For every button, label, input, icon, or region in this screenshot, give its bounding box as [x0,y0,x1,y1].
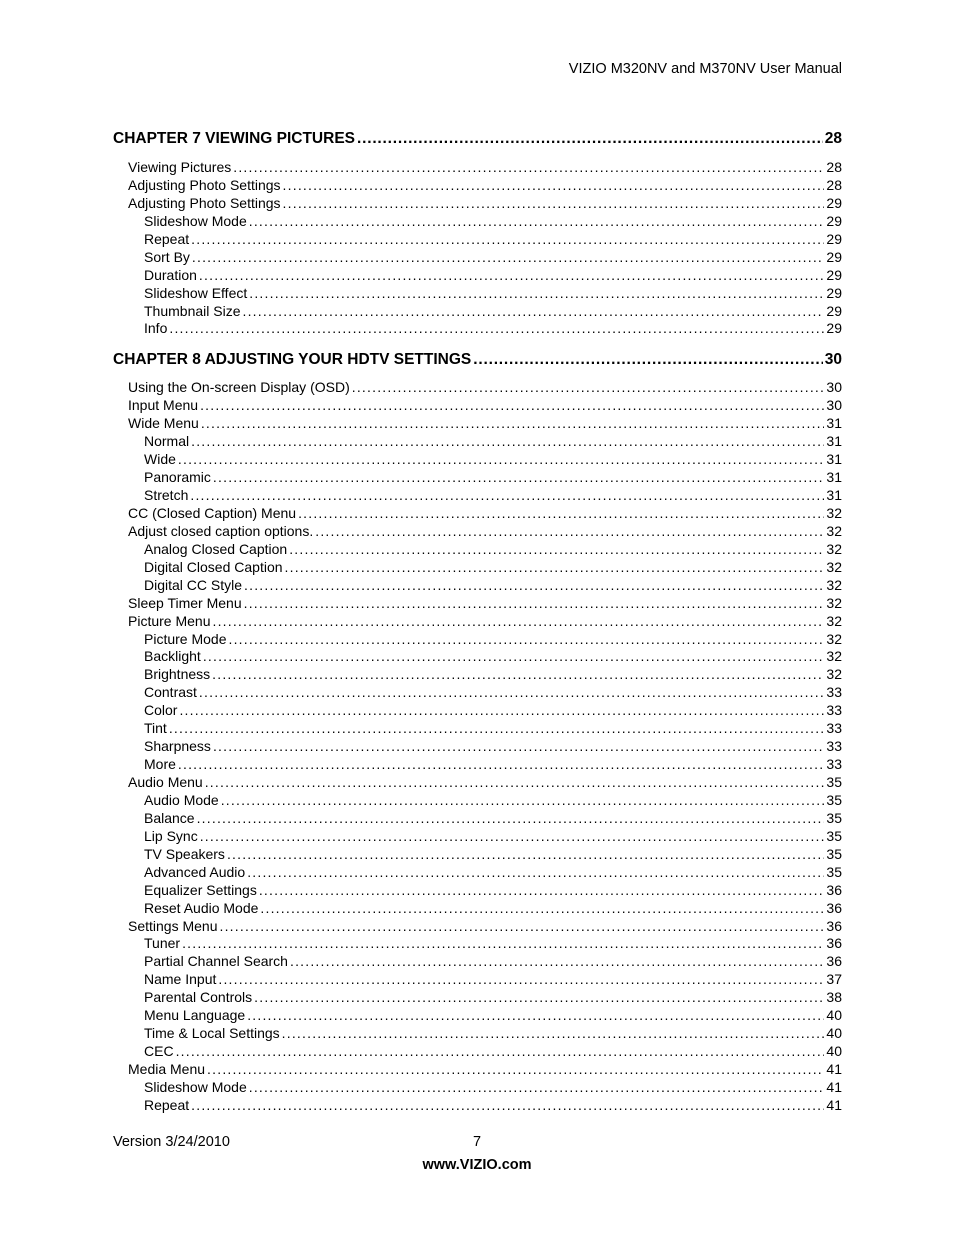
dot-leader [218,971,824,989]
toc-entry-page-number: 29 [826,284,842,301]
dot-leader [178,451,825,469]
toc-entry[interactable] [113,249,842,267]
footer-version: Version 3/24/2010 [113,1134,230,1150]
toc-entry[interactable] [113,303,842,321]
toc-entry[interactable] [113,451,842,469]
toc-entry-title: Tuner [144,935,181,952]
toc-entry-title: Viewing Pictures [128,159,232,175]
dot-leader [254,989,824,1007]
toc-entry[interactable] [113,953,842,971]
dot-leader [259,882,825,900]
toc-entry-title: Sharpness [144,738,211,755]
toc-entry[interactable] [113,379,842,397]
toc-entry-page-number: 33 [826,720,842,737]
toc-entry-page-number: 38 [826,989,842,1006]
toc-entry-title: Digital CC Style [144,576,243,593]
toc-entry[interactable] [113,415,842,433]
dot-leader [249,213,825,231]
toc-entry-page-number: 32 [826,540,842,557]
toc-entry-title: TV Speakers [144,845,225,862]
toc-entry[interactable] [113,792,842,810]
toc-entry-title: Lip Sync [144,827,198,844]
toc-entry-title: Analog Closed Caption [144,540,288,557]
toc-entry-page-number: 32 [826,522,842,539]
toc-entry[interactable] [113,231,842,249]
toc-entry-title: Digital Closed Caption [144,558,283,575]
toc-entry-title: CEC [144,1043,174,1060]
toc-entry-title: Media Menu [128,1061,206,1077]
toc-entry[interactable] [113,559,842,577]
toc-entry[interactable] [113,666,842,684]
dot-leader [199,684,825,702]
toc-entry-title: Using the On-screen Display (OSD) [128,379,350,396]
toc-entry-page-number: 31 [826,415,842,432]
dot-leader [473,351,822,369]
toc-entry-page-number: 32 [826,558,842,575]
dot-leader [197,810,825,828]
toc-entry-page-number: 33 [826,684,842,701]
dot-leader [200,828,825,846]
toc-entry-page-number: 35 [826,774,842,790]
dot-leader [176,1043,825,1061]
toc-entry-title: Panoramic [144,469,211,486]
toc-entry-page-number: 37 [826,971,842,988]
dot-leader [212,613,824,631]
toc-entry-title: Advanced Audio [144,863,246,880]
toc-entry[interactable] [113,1025,842,1043]
toc-entry[interactable] [113,469,842,487]
toc-entry-title: Wide Menu [128,415,199,432]
toc-entry-title: Time & Local Settings [144,1025,280,1042]
toc-entry-page-number: 35 [826,827,842,844]
dot-leader [191,231,824,249]
toc-entry[interactable] [113,285,842,303]
footer-page-number: 7 [472,1134,482,1150]
toc-entry-page-number: 41 [826,1078,842,1095]
toc-entry-page-number: 40 [826,1007,842,1024]
toc-entry-title: Sleep Timer Menu [128,594,242,611]
toc-entry-page-number: 30 [826,397,842,414]
toc-entry-page-number: 31 [826,487,842,503]
toc-entry[interactable] [113,774,842,792]
toc-entry[interactable] [113,918,842,936]
toc-entry[interactable] [113,900,842,918]
toc-entry[interactable] [113,1043,842,1061]
toc-entry-title: Slideshow Effect [144,284,248,301]
toc-entry-title: Audio Menu [128,774,203,790]
toc-entry[interactable] [113,846,842,864]
dot-leader [357,130,823,148]
chapter-heading[interactable] [113,351,842,373]
toc-entry-page-number: 29 [826,194,842,211]
dot-leader [247,1007,824,1025]
dot-leader [203,648,825,666]
dot-leader [290,953,824,971]
dot-leader [213,469,825,487]
chapter-heading[interactable] [113,130,842,152]
toc-entry-page-number: 32 [826,576,842,593]
chapter-title: CHAPTER 7 VIEWING PICTURES [113,130,355,147]
dot-leader [249,1079,825,1097]
toc-entry-title: Contrast [144,684,197,701]
toc-entry[interactable] [113,648,842,666]
table-of-contents [113,130,842,1115]
toc-entry-title: Wide [144,451,176,468]
toc-entry-page-number: 41 [826,1096,842,1113]
toc-entry[interactable] [113,433,842,451]
toc-entry-page-number: 35 [826,809,842,826]
toc-entry[interactable] [113,577,842,595]
dot-leader [179,702,824,720]
toc-entry-page-number: 36 [826,881,842,898]
dot-leader [243,303,825,321]
dot-leader [205,774,825,792]
toc-entry-page-number: 29 [826,320,842,337]
dot-leader [289,541,824,559]
toc-entry[interactable] [113,971,842,989]
toc-entry-page-number: 29 [826,230,842,247]
toc-entry-page-number: 36 [826,953,842,970]
toc-entry[interactable] [113,828,842,846]
dot-leader [233,159,824,177]
toc-entry-title: Picture Mode [144,630,227,647]
dot-leader [212,666,824,684]
toc-entry[interactable] [113,267,842,285]
toc-entry-page-number: 29 [826,266,842,283]
toc-entry-title: Input Menu [128,397,199,414]
toc-entry[interactable] [113,738,842,756]
dot-leader [221,792,825,810]
toc-entry[interactable] [113,523,842,541]
dot-leader [199,267,825,285]
toc-entry[interactable] [113,613,842,631]
dot-leader [178,756,825,774]
toc-entry[interactable] [113,720,842,738]
toc-entry-page-number: 28 [826,176,842,193]
toc-entry-page-number: 36 [826,917,842,934]
dot-leader [260,900,824,918]
toc-entry[interactable] [113,213,842,231]
toc-entry-page-number: 28 [826,159,842,175]
toc-entry-page-number: 36 [826,899,842,916]
toc-entry-page-number: 32 [826,648,842,665]
dot-leader [315,523,824,541]
toc-entry-page-number: 32 [826,504,842,521]
dot-leader [352,379,825,397]
toc-entry[interactable] [113,159,842,177]
toc-entry[interactable] [113,631,842,649]
toc-entry[interactable] [113,487,842,505]
toc-entry-page-number: 29 [826,248,842,265]
toc-entry-title: Audio Mode [144,791,219,808]
toc-entry-page-number: 32 [826,594,842,611]
dot-leader [200,397,824,415]
chapter-page-number: 30 [824,351,842,369]
footer-website: www.VIZIO.com [422,1157,532,1173]
toc-entry[interactable] [113,505,842,523]
toc-entry-title: Repeat [144,1096,190,1113]
page-header-title: VIZIO M320NV and M370NV User Manual [568,61,842,77]
toc-entry-page-number: 32 [826,666,842,683]
toc-entry-page-number: 36 [826,935,842,952]
toc-entry-title: Repeat [144,230,190,247]
toc-entry-page-number: 33 [826,702,842,719]
toc-entry-title: Brightness [144,666,211,683]
dot-leader [283,195,825,213]
toc-entry-page-number: 41 [826,1061,842,1077]
toc-entry-page-number: 29 [826,302,842,319]
toc-entry[interactable] [113,177,842,195]
toc-entry[interactable] [113,1079,842,1097]
toc-entry[interactable] [113,1061,842,1079]
dot-leader [285,559,825,577]
dot-leader [190,487,824,505]
toc-entry-title: Partial Channel Search [144,953,288,970]
toc-entry-title: CC (Closed Caption) Menu [128,504,297,521]
dot-leader [283,177,825,195]
dot-leader [213,738,824,756]
toc-entry[interactable] [113,684,842,702]
toc-entry[interactable] [113,397,842,415]
toc-entry-page-number: 32 [826,630,842,647]
toc-entry-page-number: 31 [826,433,842,450]
toc-entry-page-number: 33 [826,756,842,773]
dot-leader [169,320,824,338]
dot-leader [247,864,824,882]
toc-entry-title: Duration [144,266,197,283]
dot-leader [227,846,824,864]
toc-entry-page-number: 35 [826,863,842,880]
toc-entry-title: Backlight [144,648,201,665]
toc-entry-title: Sort By [144,248,190,265]
toc-entry[interactable] [113,756,842,774]
dot-leader [169,720,825,738]
toc-entry-title: Thumbnail Size [144,302,241,319]
toc-entry[interactable] [113,541,842,559]
toc-entry-page-number: 40 [826,1025,842,1042]
toc-entry[interactable] [113,1007,842,1025]
toc-entry-page-number: 31 [826,469,842,486]
toc-entry-title: Equalizer Settings [144,881,257,898]
toc-entry[interactable] [113,810,842,828]
toc-entry-title: Name Input [144,971,217,988]
dot-leader [192,249,825,267]
toc-entry-title: Normal [144,433,190,450]
toc-entry-title: Adjust closed caption options. [128,522,314,539]
dot-leader [182,935,824,953]
toc-entry[interactable] [113,320,842,338]
toc-entry-page-number: 40 [826,1043,842,1060]
toc-entry-page-number: 32 [826,612,842,629]
toc-entry-title: Color [144,702,178,719]
dot-leader [249,285,824,303]
dot-leader [298,505,824,523]
toc-entry-title: Menu Language [144,1007,246,1024]
dot-leader [207,1061,824,1079]
toc-entry-page-number: 35 [826,791,842,808]
toc-entry[interactable] [113,702,842,720]
toc-entry-title: Info [144,320,168,337]
toc-entry[interactable] [113,989,842,1007]
toc-entry-title: Slideshow Mode [144,212,247,229]
dot-leader [191,433,824,451]
toc-entry-title: Stretch [144,487,189,503]
dot-leader [244,577,824,595]
toc-entry[interactable] [113,1097,842,1115]
toc-entry[interactable] [113,864,842,882]
toc-entry-title: More [144,756,176,773]
dot-leader [244,595,825,613]
toc-entry-page-number: 29 [826,212,842,229]
toc-entry-page-number: 31 [826,451,842,468]
toc-entry-page-number: 35 [826,845,842,862]
toc-entry-page-number: 30 [826,379,842,396]
toc-entry[interactable] [113,882,842,900]
chapter-title: CHAPTER 8 ADJUSTING YOUR HDTV SETTINGS [113,351,472,369]
toc-entry-title: Tint [144,720,167,737]
dot-leader [282,1025,825,1043]
toc-entry-title: Balance [144,809,195,826]
toc-entry-title: Adjusting Photo Settings [128,194,281,211]
toc-entry-title: Reset Audio Mode [144,899,259,916]
toc-entry-title: Picture Menu [128,612,211,629]
toc-entry-title: Slideshow Mode [144,1078,247,1095]
toc-entry-title: Settings Menu [128,917,218,934]
dot-leader [201,415,825,433]
dot-leader [220,918,825,936]
toc-entry-title: Adjusting Photo Settings [128,176,281,193]
chapter-page-number: 28 [824,130,842,147]
toc-entry-title: Parental Controls [144,989,253,1006]
toc-entry[interactable] [113,195,842,213]
toc-entry[interactable] [113,595,842,613]
dot-leader [191,1097,824,1115]
toc-entry[interactable] [113,935,842,953]
dot-leader [228,631,824,649]
toc-entry-page-number: 33 [826,738,842,755]
